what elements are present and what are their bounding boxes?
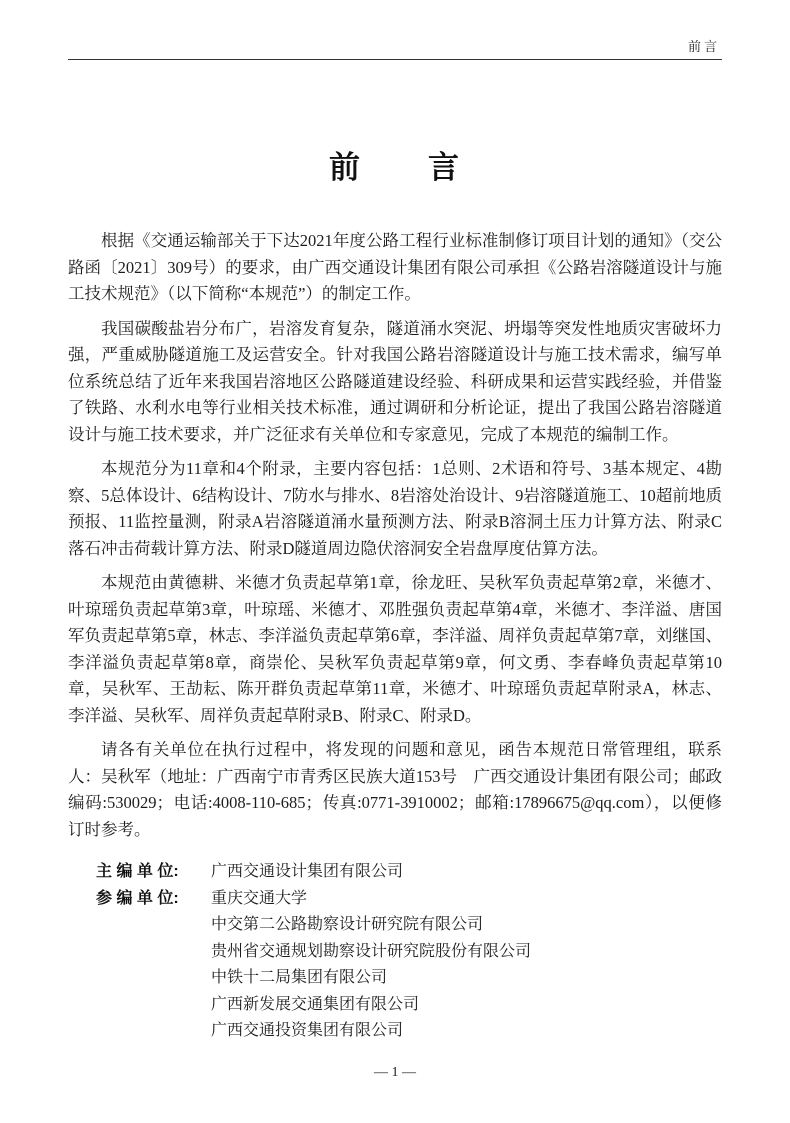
participating-unit: 重庆交通大学 (211, 889, 308, 907)
body-content (68, 228, 722, 1045)
editors-block (68, 859, 722, 1045)
chief-editor-value: 广西交通设计集团有限公司 (211, 863, 404, 880)
participating-editor-row (96, 939, 722, 966)
paragraph-background: 我国碳酸盐岩分布广，岩溶发育复杂，隧道涌水突泥、坍塌等突发性地质灾害破坏力强，严重威胁隧道施工及运营安全。针对我国公路岩溶隧道设计与施工技术需求，编写单位系统总结了近年来我国岩溶地区公路隧道建设经验、科研成果和运营实践经验，并借鉴了铁路、水利水电等行业相关技术标准，通过调研和分析论证，提出了我国公路岩溶隧道设计与施工技术要求，并广泛征求有关单位和专家意见，完成了本规范的编制工作。 (68, 318, 722, 444)
page-title: 前 言 (329, 150, 461, 185)
participating-editor-row (96, 1018, 722, 1045)
participating-editor-row (96, 992, 722, 1019)
participating-editor-row (96, 912, 722, 939)
paragraph-basis: 根据《交通运输部关于下达2021年度公路工程行业标准制修订项目计划的通知》（交公路函〔2021〕309号）的要求，由广西交通设计集团有限公司承担《公路岩溶隧道设计与施工技术规范》（以下简称“本规范”）的制定工作。 (68, 231, 722, 303)
participating-unit: 中铁十二局集团有限公司 (211, 969, 388, 986)
chief-editor-label: 主 编 单 位: (96, 863, 179, 880)
participating-unit: 中交第二公路勘察设计研究院有限公司 (211, 916, 484, 933)
participating-editor-label: 参 编 单 位: (96, 889, 179, 907)
running-header: 前言 (687, 39, 720, 54)
chief-editor-row (96, 859, 722, 886)
paragraph-structure: 本规范分为11章和4个附录，主要内容包括：1总则、2术语和符号、3基本规定、4勘察、5总体设计、6结构设计、7防水与排水、8岩溶处治设计、9岩溶隧道施工、10超前地质预报、11监控量测，附录A岩溶隧道涌水量预测方法、附录B溶洞土压力计算方法、附录C落石冲击荷载计算方法、附录D隧道周边隐伏溶洞安全岩盘厚度估算方法。 (68, 459, 722, 558)
participating-editor-row (96, 886, 722, 913)
page-number: — 1 — (374, 1065, 416, 1080)
participating-unit: 贵州省交通规划勘察设计研究院股份有限公司 (211, 942, 532, 960)
participating-unit: 广西新发展交通集团有限公司 (211, 995, 420, 1013)
paragraph-authors: 本规范由黄德耕、米德才负责起草第1章，徐龙旺、吴秋军负责起草第2章，米德才、叶琼瑶负责起草第3章，叶琼瑶、米德才、邓胜强负责起草第4章，米德才、李洋溢、唐国军负责起草第5章，林志、李洋溢负责起草第6章，李洋溢、周祥负责起草第7章，刘继国、李洋溢负责起草第8章，商崇伦、吴秋军负责起草第9章，何文勇、李春峰负责起草第10章，吴秋军、王劼耘、陈开群负责起草第11章，米德才、叶琼瑶负责起草附录A，林志、李洋溢、吴秋军、周祥负责起草附录B、附录C、附录D。 (68, 573, 722, 725)
paragraph-contact: 请各有关单位在执行过程中，将发现的问题和意见，函告本规范日常管理组，联系人：吴秋军（地址：广西南宁市青秀区民族大道153号 广西交通设计集团有限公司；邮政编码:530029；电话:4008-110-685；传真:0771-3910002；邮箱:17896675@qq.com），以便修订时参考。 (68, 740, 722, 839)
participating-unit: 广西交通投资集团有限公司 (211, 1022, 404, 1039)
header-rule (68, 59, 722, 60)
participating-editor-row (96, 965, 722, 992)
